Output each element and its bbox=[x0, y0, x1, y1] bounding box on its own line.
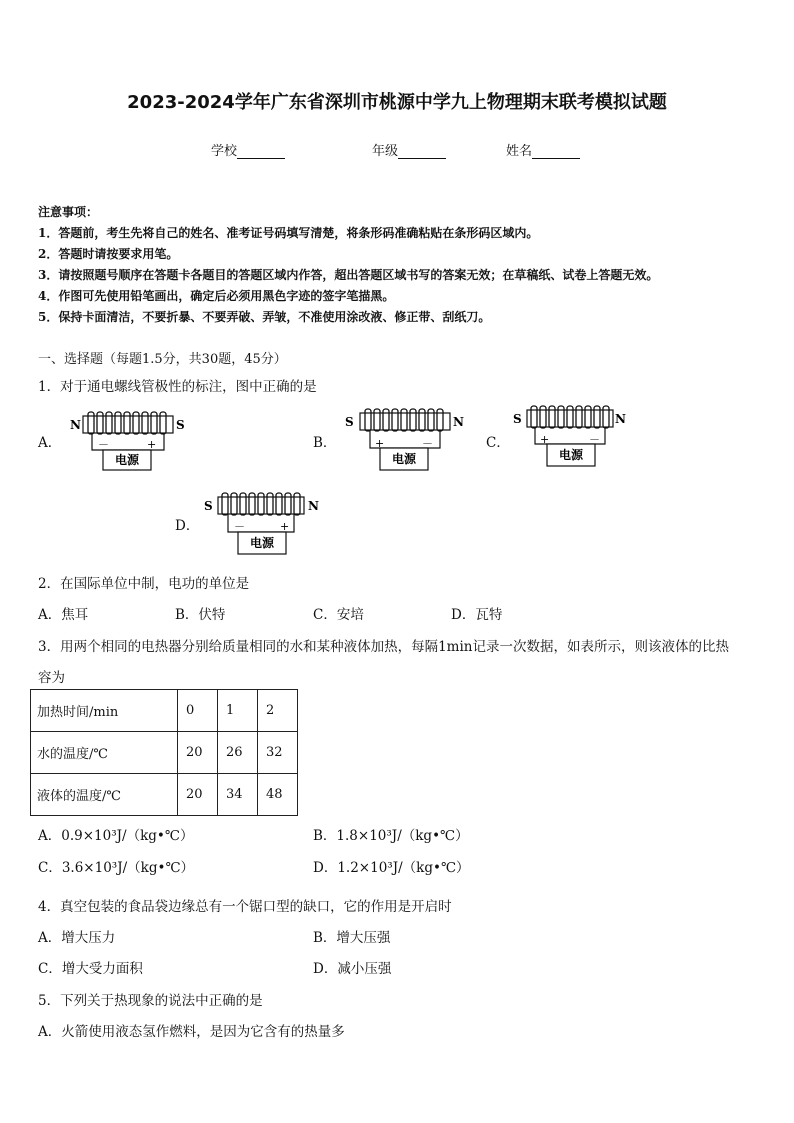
section-heading: 一、选择题（每题1.5分，共30题，45分） bbox=[38, 352, 287, 367]
table-cell: 1 bbox=[218, 690, 258, 732]
power-source-label: 电源 bbox=[114, 453, 140, 467]
pole-label: N bbox=[615, 412, 626, 426]
power-source-label: 电源 bbox=[558, 448, 584, 462]
pole-label: N bbox=[308, 499, 319, 513]
q1-option-d-label: D． bbox=[175, 518, 200, 534]
terminal-sign: － bbox=[422, 437, 433, 450]
q3-option-a: A．0.9×10³J/（kg•℃） bbox=[38, 828, 194, 844]
q3-option-d: D．1.2×10³J/（kg•℃） bbox=[313, 860, 470, 876]
q2-option-d: D．瓦特 bbox=[451, 607, 503, 623]
pole-label: S bbox=[204, 499, 213, 513]
q2-option-b: B．伏特 bbox=[175, 607, 226, 623]
pole-label: S bbox=[176, 418, 185, 432]
q3-option-c: C．3.6×10³J/（kg•℃） bbox=[38, 860, 195, 876]
pole-label: S bbox=[513, 412, 522, 426]
table-cell: 48 bbox=[258, 774, 298, 816]
q4-option-d: D．减小压强 bbox=[313, 961, 392, 977]
heating-data-table bbox=[30, 689, 298, 816]
q1-option-a-label: A． bbox=[38, 435, 62, 451]
note-item: 4．作图可先使用铅笔画出，确定后必须用黑色字迹的签字笔描黑。 bbox=[38, 289, 395, 303]
question-1-stem: 1．对于通电螺线管极性的标注，图中正确的是 bbox=[38, 379, 317, 395]
q1-diagram-d bbox=[202, 490, 327, 562]
question-2-stem: 2．在国际单位中制，电功的单位是 bbox=[38, 576, 250, 592]
q1-option-c-label: C． bbox=[486, 435, 510, 451]
school-label: 学校 bbox=[211, 144, 238, 159]
q4-option-b: B．增大压强 bbox=[313, 930, 391, 946]
table-cell: 0 bbox=[178, 690, 218, 732]
question-5-stem: 5．下列关于热现象的说法中正确的是 bbox=[38, 993, 263, 1009]
note-item: 1．答题前，考生先将自己的姓名、准考证号码填写清楚，将条形码准确粘贴在条形码区域内。 bbox=[38, 226, 539, 240]
grade-label: 年级 bbox=[372, 144, 399, 159]
q1-option-b-label: B． bbox=[313, 435, 337, 451]
terminal-sign: － bbox=[98, 438, 109, 451]
table-row bbox=[31, 690, 298, 732]
table-cell: 20 bbox=[178, 732, 218, 774]
note-item: 3．请按照题号顺序在答题卡各题目的答题区域内作答，超出答题区域书写的答案无效；在草稿纸、试卷上答题无效。 bbox=[38, 268, 659, 282]
q4-option-a: A．增大压力 bbox=[38, 930, 116, 946]
table-cell: 34 bbox=[218, 774, 258, 816]
grade-blank bbox=[398, 145, 446, 159]
q5-option-a: A．火箭使用液态氢作燃料，是因为它含有的热量多 bbox=[38, 1024, 345, 1040]
pole-label: S bbox=[345, 415, 354, 429]
q1-diagram-b bbox=[342, 406, 467, 478]
school-blank bbox=[237, 145, 285, 159]
name-field bbox=[506, 140, 580, 159]
table-cell: 32 bbox=[258, 732, 298, 774]
table-cell: 加热时间/min bbox=[31, 690, 178, 732]
question-4-stem: 4．真空包装的食品袋边缘总有一个锯口型的缺口，它的作用是开启时 bbox=[38, 899, 452, 915]
grade-field bbox=[372, 140, 446, 159]
q4-option-c: C．增大受力面积 bbox=[38, 961, 143, 977]
terminal-sign: － bbox=[589, 433, 600, 446]
q2-option-c: C．安培 bbox=[313, 607, 364, 623]
q1-diagram-c bbox=[511, 403, 636, 475]
note-item: 2．答题时请按要求用笔。 bbox=[38, 247, 179, 261]
power-source-label: 电源 bbox=[391, 452, 417, 466]
q1-diagram-a bbox=[68, 406, 188, 476]
power-source-label: 电源 bbox=[249, 536, 275, 550]
q3-option-b: B．1.8×10³J/（kg•℃） bbox=[313, 828, 469, 844]
table-cell: 26 bbox=[218, 732, 258, 774]
table-row bbox=[31, 732, 298, 774]
table-cell: 2 bbox=[258, 690, 298, 732]
terminal-sign: + bbox=[147, 438, 157, 451]
terminal-sign: － bbox=[234, 520, 245, 533]
pole-label: N bbox=[453, 415, 464, 429]
table-row bbox=[31, 774, 298, 816]
question-3-stem: 3．用两个相同的电热器分别给质量相同的水和某种液体加热，每隔1min记录一次数据，如表所示，则该液体的比热 bbox=[38, 639, 729, 655]
note-item: 5．保持卡面清洁，不要折暴、不要弄破、弄皱，不准使用涂改液、修正带、刮纸刀。 bbox=[38, 310, 491, 324]
terminal-sign: + bbox=[375, 437, 385, 450]
pole-label: N bbox=[70, 418, 81, 432]
terminal-sign: + bbox=[540, 433, 550, 446]
q2-option-a: A．焦耳 bbox=[38, 607, 89, 623]
table-cell: 水的温度/℃ bbox=[31, 732, 178, 774]
name-label: 姓名 bbox=[506, 144, 533, 159]
table-cell: 液体的温度/℃ bbox=[31, 774, 178, 816]
page-title: 2023-2024学年广东省深圳市桃源中学九上物理期末联考模拟试题 bbox=[127, 92, 667, 113]
question-3-stem-cont: 容为 bbox=[38, 670, 65, 686]
notes-heading: 注意事项： bbox=[38, 205, 99, 219]
school-field bbox=[211, 140, 285, 159]
table-cell: 20 bbox=[178, 774, 218, 816]
name-blank bbox=[532, 145, 580, 159]
terminal-sign: + bbox=[280, 520, 290, 533]
